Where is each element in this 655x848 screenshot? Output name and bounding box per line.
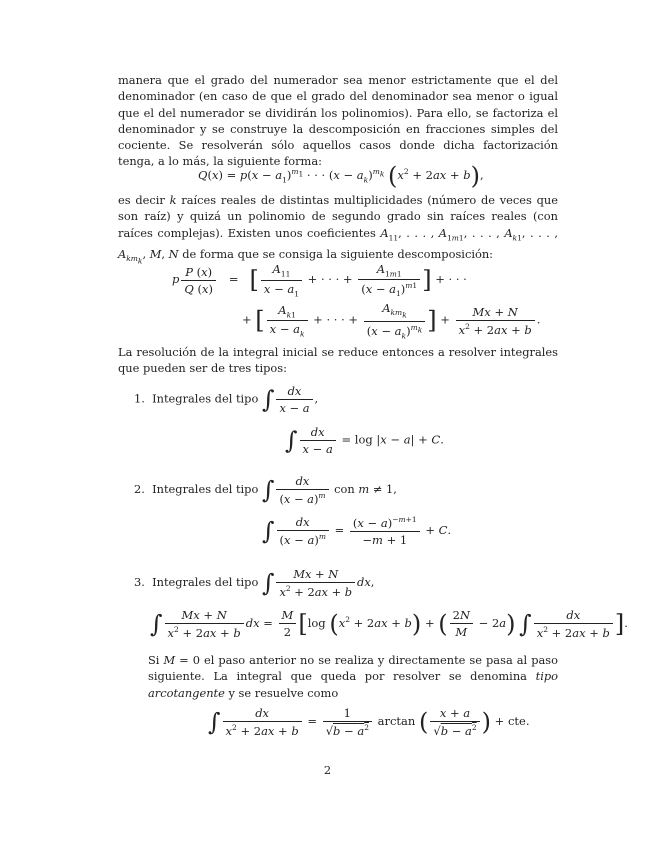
arctangent-note: Si M = 0 el paso anterior no se realiza y directamente se pasa al paso siguiente. La integral que queda por resolver se denomina tipo arcotangente y se resuelve como (148, 653, 558, 700)
item-3-result: ∫ $\frac{Mx + N}{x^2 + 2ax + b}$ dx = $\frac{M}{2}$ [log $(x^2 + 2ax + b)$ + ( $\frac{2N}{M}$ − 2a) ∫ $\frac{dx}{x^2 + 2ax + b}$ ]. (150, 608, 628, 640)
item-1-result: ∫ $\frac{dx}{x - a}$ = log |x − a| + C. (285, 425, 444, 456)
decomposition-equation-line-1: p $\frac{P (x)}{Q (x)}$ = [ $\frac{A_{11}}{x - a_1}$ + · · · + $\frac{A_{1m1}}{(x - a_1)^{m1}}$ ] + · · · (172, 262, 467, 299)
reduction-paragraph: La resolución de la integral inicial se reduce entonces a resolver integrales que pueden ser de tres tipos: (118, 345, 558, 376)
arctangent-formula: ∫ $\frac{dx}{x^2 + 2ax + b}$ = $\frac{1}{√b - a^2}$ arctan ( $\frac{x + a}{√b - a^2}$ ) + cte. (208, 706, 530, 738)
list-item-1: 1. Integrales del tipo ∫ $\frac{dx}{x - a}$ , (134, 384, 319, 415)
decomposition-equation-line-2: + [ $\frac{A_{k1}}{x - a_k}$ + · · · + $\frac{A_{km_k}}{(x - a_k)^{m_k}}$ ] + $\frac{Mx + N}{x^2 + 2ax + b}$ . (242, 301, 541, 340)
coefficients-paragraph: es decir k raíces reales de distintas multiplicidades (número de veces que son raíz) y quizá un polinomio de segundo grado sin raíces reales (con raíces complejas). Existen unos coeficientes $A_{11}$, . . . , $A_{1m1}$, . . . , $A_{k1}$, . . . , $A_{km_k}$, M, N de forma que se consiga la siguiente descomposición: (118, 193, 559, 266)
intro-paragraph: manera que el grado del numerador sea menor estrictamente que el del denominador (en caso de que el grado del denominador sea menor o igual que el del numerador se dividirán los polinomios). Para ello, se factoriza el denominador y se construye la descomposición en fracciones simples del cociente. Se resolverán sólo aquellos casos donde dicha factorización tenga, a lo más, la siguiente forma: (118, 73, 558, 169)
factorization-equation: $Q(x) = p(x - a_1)^{m_1}$ · · · $(x - a_k)^{m_k}$ $(x^2 + 2ax + b)$, (198, 162, 484, 190)
page-number: 2 (323, 763, 332, 777)
list-item-3: 3. Integrales del tipo ∫ $\frac{Mx + N}{x^2 + 2ax + b}$ dx, (134, 567, 375, 599)
item-2-result: ∫ $\frac{dx}{(x - a)^m}$ = $\frac{(x - a)^{-m+1}}{-m + 1}$ + C. (262, 515, 452, 547)
list-item-2: 2. Integrales del tipo ∫ $\frac{dx}{(x - a)^m}$ con m ≠ 1, (134, 474, 397, 506)
